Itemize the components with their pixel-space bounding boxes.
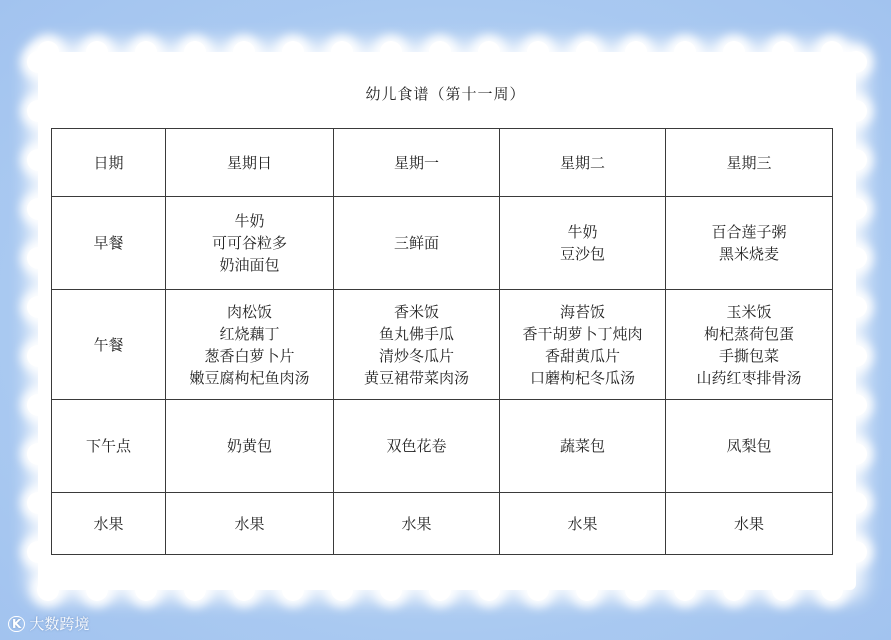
snack-sunday: 奶黄包 — [166, 400, 334, 493]
header-cell-sunday: 星期日 — [166, 129, 334, 197]
row-label-lunch: 午餐 — [52, 290, 166, 400]
meal-item: 奶油面包 — [219, 256, 280, 274]
meal-item: 海苔饭 — [559, 302, 605, 321]
fruit-tuesday: 水果 — [500, 493, 666, 555]
meal-item: 葱香白萝卜片 — [204, 346, 295, 365]
meal-item: 百合莲子粥 — [711, 223, 787, 241]
meal-item: 三鲜面 — [393, 234, 439, 252]
row-label-breakfast: 早餐 — [52, 197, 166, 290]
lunch-tuesday — [500, 290, 666, 400]
meal-item: 黄豆裙带菜肉汤 — [363, 368, 469, 387]
watermark-text: 大数跨境 — [29, 615, 90, 633]
breakfast-wednesday — [666, 197, 833, 290]
breakfast-tuesday — [500, 197, 666, 290]
meal-item: 鱼丸佛手瓜 — [378, 324, 454, 343]
meal-item: 手撕包菜 — [718, 346, 779, 365]
lunch-sunday — [166, 290, 334, 400]
meal-item: 枸杞蒸荷包蛋 — [703, 324, 794, 343]
meal-item: 红烧藕丁 — [219, 324, 280, 343]
table-row-snack — [52, 400, 833, 493]
snack-monday: 双色花卷 — [334, 400, 500, 493]
meal-item: 嫩豆腐枸杞鱼肉汤 — [189, 368, 310, 387]
watermark-logo-icon: K — [8, 616, 25, 632]
table-row-breakfast — [52, 197, 833, 290]
breakfast-monday — [334, 197, 500, 290]
table-row-fruit — [52, 493, 833, 555]
meal-item: 香甜黄瓜片 — [544, 346, 620, 365]
meal-item: 山药红枣排骨汤 — [696, 368, 802, 387]
meal-item: 肉松饭 — [226, 302, 272, 321]
menu-table — [51, 128, 833, 555]
meal-item: 豆沙包 — [559, 245, 605, 263]
table-row-lunch — [52, 290, 833, 400]
header-cell-date: 日期 — [52, 129, 166, 197]
fruit-monday: 水果 — [334, 493, 500, 555]
fruit-wednesday: 水果 — [666, 493, 833, 555]
header-cell-monday: 星期一 — [334, 129, 500, 197]
breakfast-sunday — [166, 197, 334, 290]
meal-item: 口蘑枸杞冬瓜汤 — [529, 368, 635, 387]
row-label-fruit: 水果 — [52, 493, 166, 555]
header-row — [52, 129, 833, 197]
page-title: 幼儿食谱（第十一周） — [365, 85, 526, 103]
snack-tuesday: 蔬菜包 — [500, 400, 666, 493]
lunch-monday — [334, 290, 500, 400]
meal-item: 牛奶 — [234, 212, 265, 230]
meal-item: 可可谷粒多 — [211, 234, 287, 252]
watermark — [8, 613, 89, 634]
snack-wednesday: 凤梨包 — [666, 400, 833, 493]
meal-item: 香米饭 — [393, 302, 439, 321]
header-cell-wednesday: 星期三 — [666, 129, 833, 197]
lunch-wednesday — [666, 290, 833, 400]
meal-item: 玉米饭 — [726, 302, 772, 321]
row-label-snack: 下午点 — [52, 400, 166, 493]
meal-item: 清炒冬瓜片 — [378, 346, 454, 365]
meal-item: 牛奶 — [567, 223, 598, 241]
meal-item: 香干胡萝卜丁炖肉 — [522, 324, 643, 343]
header-cell-tuesday: 星期二 — [500, 129, 666, 197]
meal-item: 黑米烧麦 — [718, 245, 779, 263]
fruit-sunday: 水果 — [166, 493, 334, 555]
